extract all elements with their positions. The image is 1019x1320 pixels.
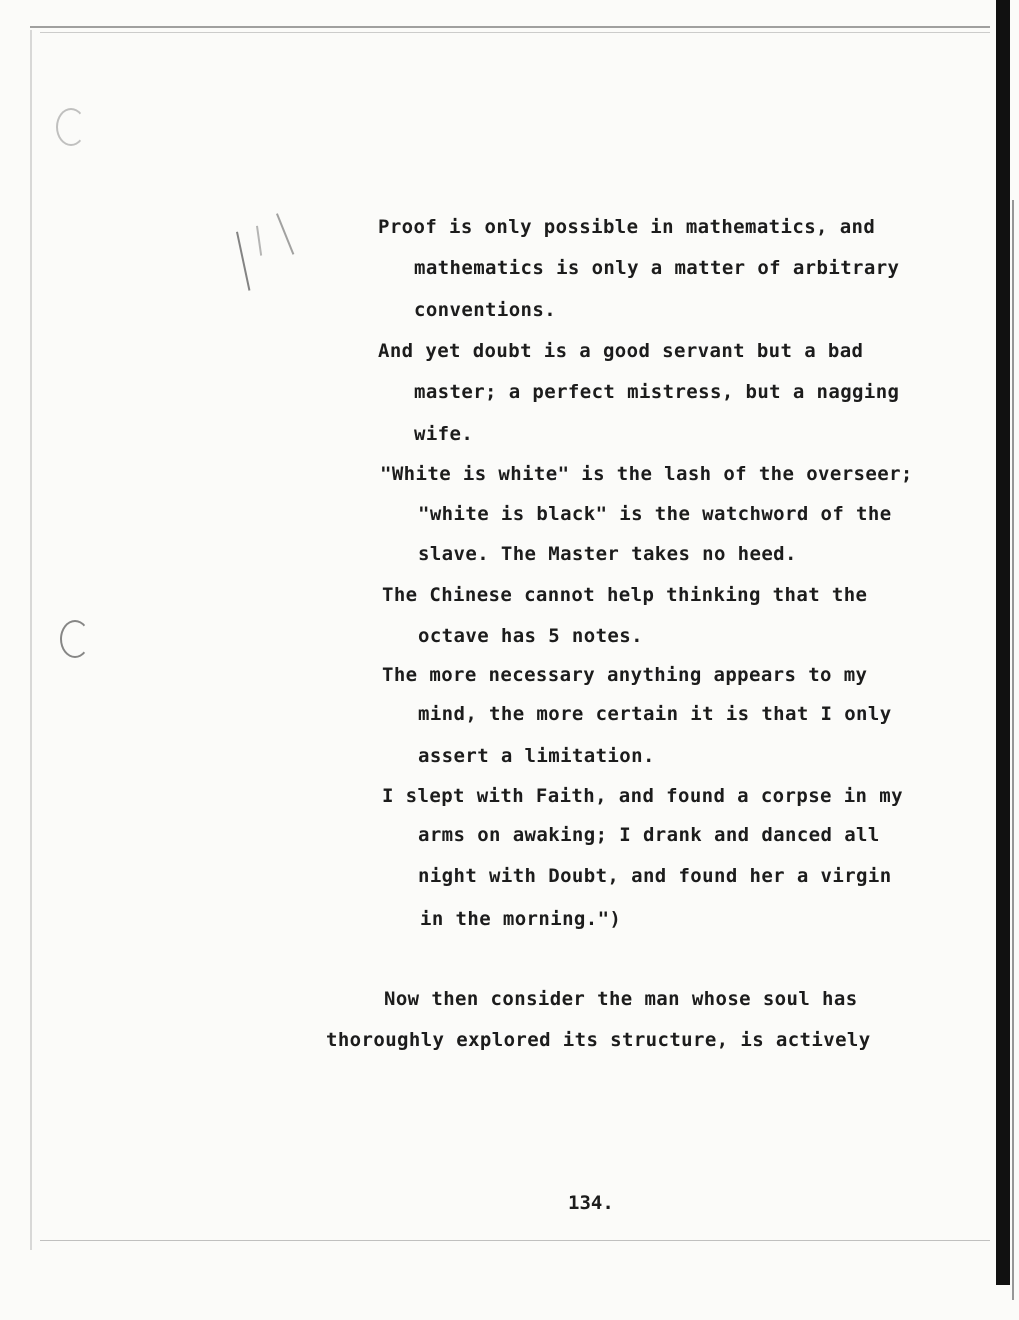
text-line: And yet doubt is a good servant but a bad <box>378 340 864 362</box>
text-line: master; a perfect mistress, but a nagging <box>414 381 900 403</box>
text-line: night with Doubt, and found her a virgin <box>418 865 892 887</box>
text-line: octave has 5 notes. <box>418 625 643 647</box>
text-line: I slept with Faith, and found a corpse in my <box>382 785 903 807</box>
text-line: The Chinese cannot help thinking that the <box>382 584 868 606</box>
text-line: The more necessary anything appears to my <box>382 664 868 686</box>
text-line: mathematics is only a matter of arbitrary <box>414 257 900 279</box>
text-line: wife. <box>414 423 474 445</box>
text-line: in the morning.") <box>420 908 622 930</box>
text-line: mind, the more certain it is that I only <box>418 703 892 725</box>
paragraph-line: Now then consider the man whose soul has <box>384 988 858 1010</box>
page-number: 134. <box>568 1192 614 1214</box>
text-line: "White is white" is the lash of the overseer; <box>380 463 913 485</box>
text-line: slave. The Master takes no heed. <box>418 543 797 565</box>
paragraph-line: thoroughly explored its structure, is actively <box>326 1029 871 1051</box>
text-line: arms on awaking; I drank and danced all <box>418 824 880 846</box>
text-line: "white is black" is the watchword of the <box>418 503 892 525</box>
text-line: Proof is only possible in mathematics, and <box>378 216 876 238</box>
text-line: assert a limitation. <box>418 745 655 767</box>
text-line: conventions. <box>414 299 557 321</box>
